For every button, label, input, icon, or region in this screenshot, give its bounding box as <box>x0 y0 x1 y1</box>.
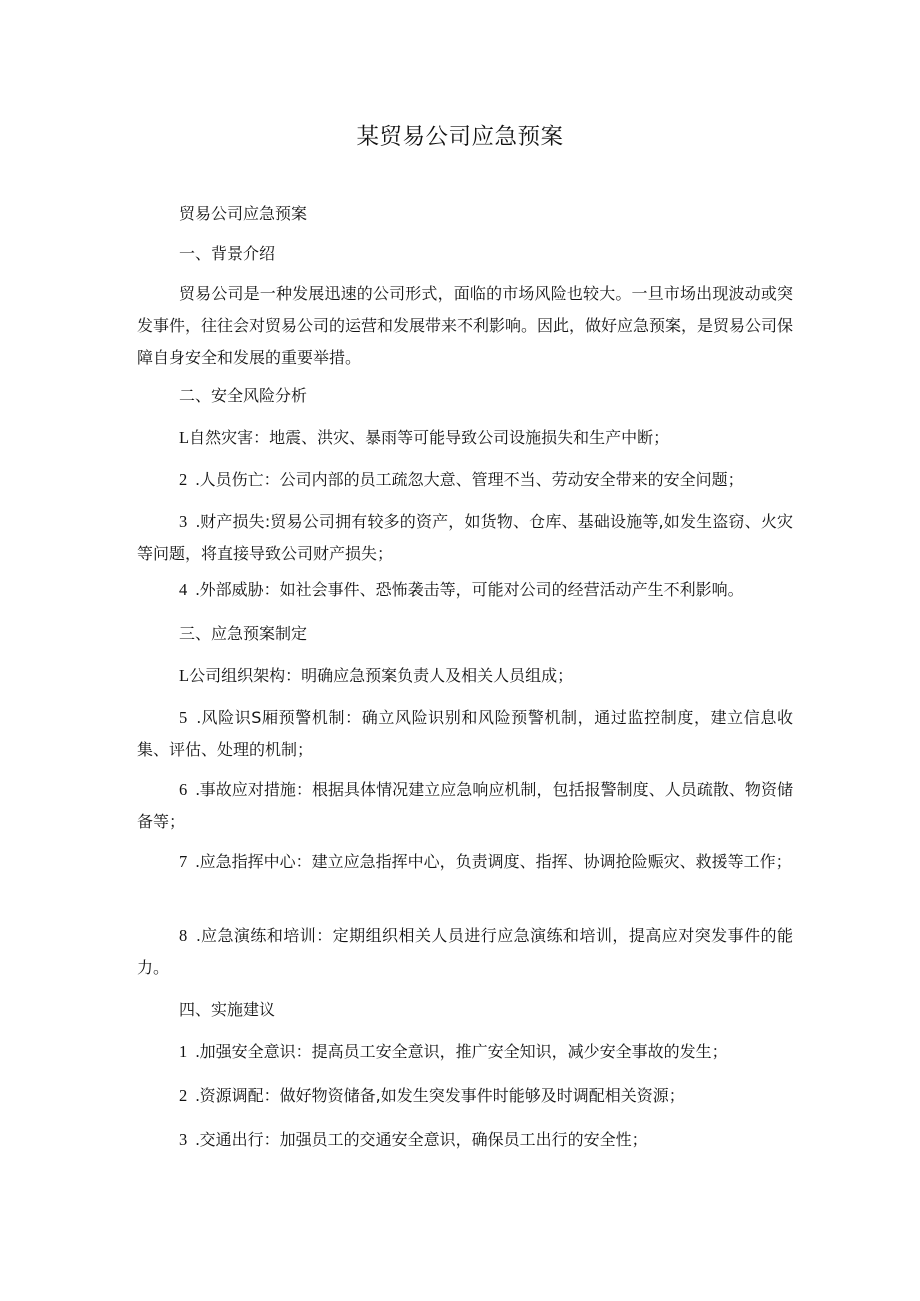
section-heading-implementation: 四、实施建议 <box>179 1000 276 1019</box>
list-item-text: 自然灾害：地震、洪灾、暴雨等可能导致公司设施损失和生产中断； <box>189 428 670 447</box>
list-item-text: 交通出行：加强员工的交通安全意识，确保员工出行的安全性； <box>199 1130 648 1149</box>
list-item-text: 应急演练和培训：定期组织相关人员进行应急演练和培训，提高应对突发事件的能力。 <box>137 926 793 977</box>
list-item-text: 公司组织架构：明确应急预案负责人及相关人员组成； <box>189 666 574 685</box>
list-item-number: 3 . <box>179 1130 200 1149</box>
list-item-number: 3 . <box>179 512 200 531</box>
list-item <box>137 1036 793 1068</box>
list-item-number: 6 . <box>179 780 200 799</box>
background-paragraph: 贸易公司是一种发展迅速的公司形式，面临的市场风险也较大。一旦市场出现波动或突发事件，往往会对贸易公司的运营和发展带来不利影响。因此，做好应急预案，是贸易公司保障自身安全和发展的重要举措。 <box>137 284 794 367</box>
list-item <box>137 422 793 454</box>
list-item-number: 2 . <box>179 470 200 489</box>
list-item-number: 4 . <box>179 580 200 599</box>
list-item <box>137 1080 793 1112</box>
list-item-number: 1 . <box>179 1042 200 1061</box>
list-item-text: 应急指挥中心：建立应急指挥中心，负责调度、指挥、协调抢险赈灾、救援等工作； <box>199 852 792 871</box>
list-item-text: 事故应对措施：根据具体情况建立应急响应机制，包括报警制度、人员疏散、物资储备等； <box>137 780 793 831</box>
list-item-text: 财产损失:贸易公司拥有较多的资产，如货物、仓库、基础设施等,如发生盗窃、火灾等问题，将直接导致公司财产损失； <box>137 512 794 563</box>
document-subtitle: 贸易公司应急预案 <box>179 204 308 223</box>
list-item-text: 外部威胁：如社会事件、恐怖袭击等，可能对公司的经营活动产生不利影响。 <box>199 580 744 599</box>
list-item-number: 2 . <box>179 1086 200 1105</box>
list-item <box>137 660 793 692</box>
list-item-number: 7 . <box>179 852 200 871</box>
list-item <box>137 702 793 766</box>
document-title: 某贸易公司应急预案 <box>356 124 564 150</box>
list-item <box>137 464 793 496</box>
section-heading-plan-formulation: 三、应急预案制定 <box>179 624 308 643</box>
section-heading-background: 一、背景介绍 <box>179 244 276 263</box>
list-item-text: 加强安全意识：提高员工安全意识，推广安全知识，减少安全事故的发生； <box>199 1042 728 1061</box>
list-item-number: L <box>179 666 190 685</box>
list-item <box>137 506 793 570</box>
list-item-number: 5 . <box>179 708 201 727</box>
list-item-text: 人员伤亡：公司内部的员工疏忽大意、管理不当、劳动安全带来的安全问题； <box>199 470 744 489</box>
list-item <box>137 846 793 878</box>
list-item-text: 风险识S厢预警机制：确立风险识别和风险预警机制，通过监控制度，建立信息收集、评估、处理的机制； <box>137 708 793 759</box>
list-item <box>137 574 793 606</box>
list-item-number: L <box>179 428 190 447</box>
list-item <box>137 1124 793 1156</box>
list-item <box>137 774 793 838</box>
list-item-number: 8 . <box>179 926 201 945</box>
list-item-text: 资源调配：做好物资储备,如发生突发事件时能够及时调配相关资源； <box>199 1086 685 1105</box>
list-item <box>137 920 793 984</box>
section-heading-risk-analysis: 二、安全风险分析 <box>179 386 308 405</box>
